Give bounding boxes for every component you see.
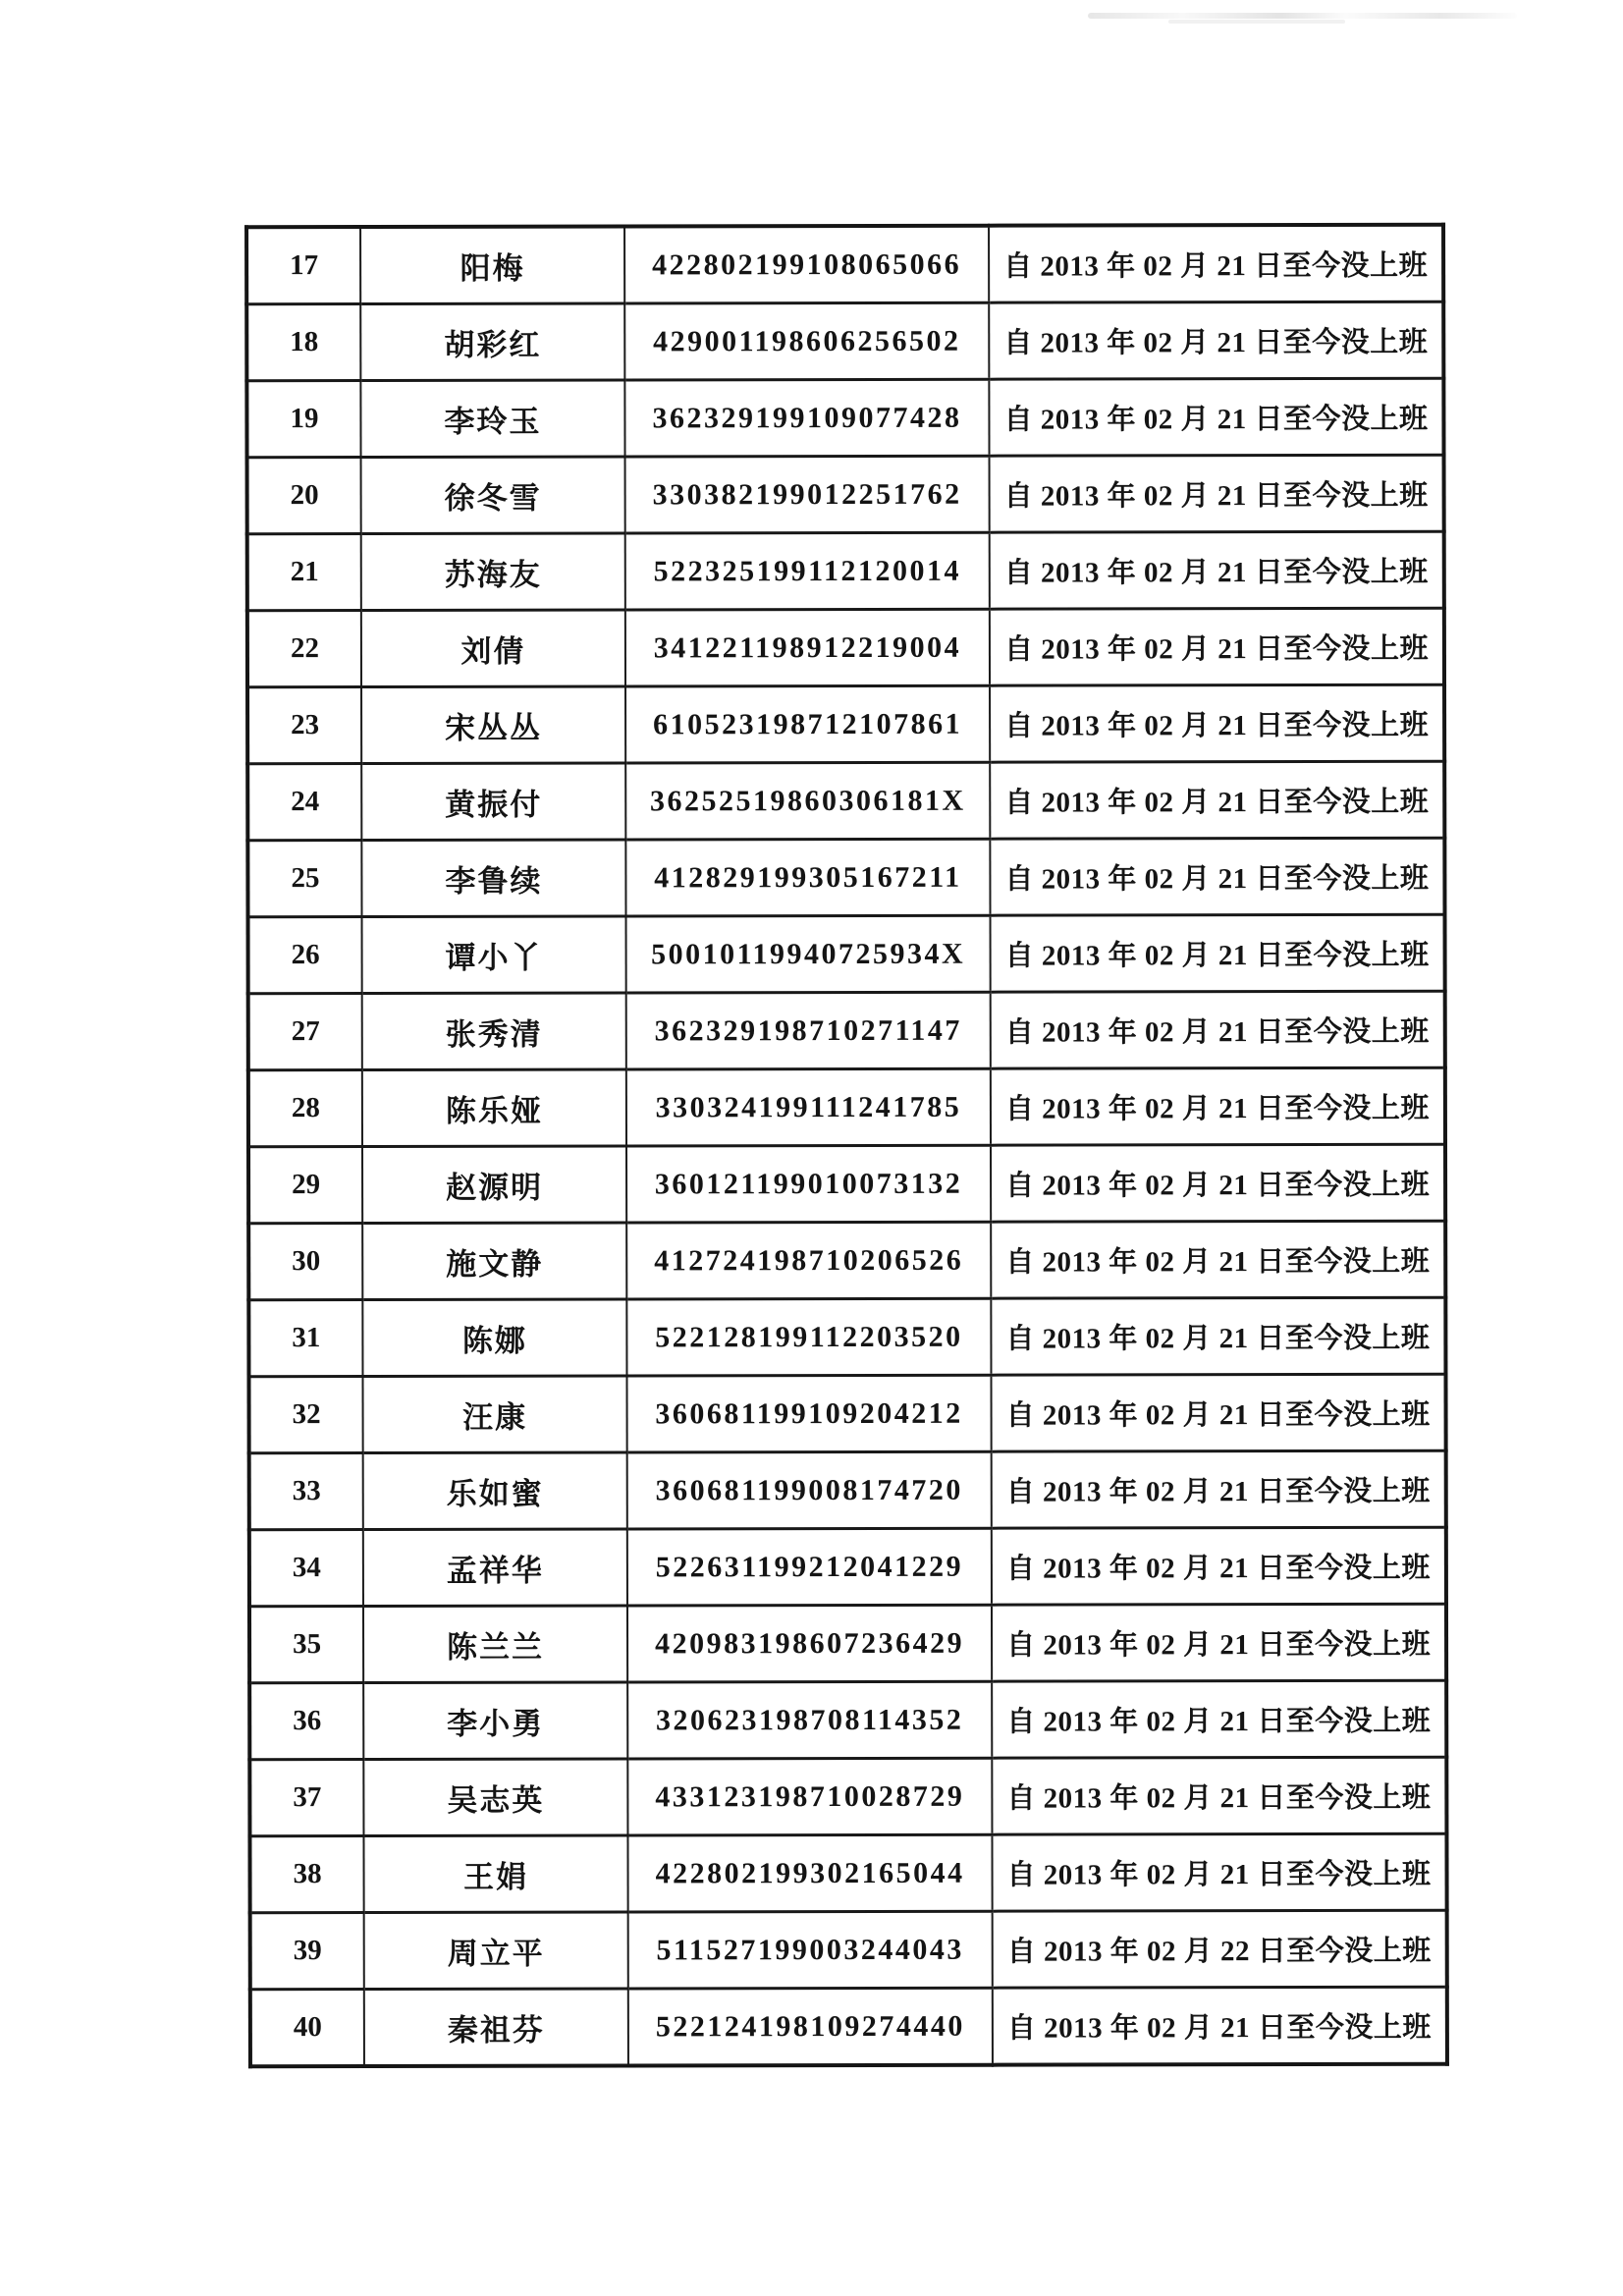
status-cell: 自 2013 年 02 月 21 日至今没上班 <box>992 1833 1446 1911</box>
status-cell: 自 2013 年 02 月 21 日至今没上班 <box>989 225 1443 302</box>
table-row <box>249 1527 1446 1607</box>
status-cell: 自 2013 年 02 月 21 日至今没上班 <box>991 1297 1445 1375</box>
name-cell: 谭小丫 <box>362 916 626 994</box>
status-cell: 自 2013 年 02 月 21 日至今没上班 <box>992 1680 1446 1758</box>
row-number-cell: 20 <box>247 458 361 534</box>
id-number-cell: 522631199212041229 <box>627 1528 992 1606</box>
table-row <box>248 991 1445 1070</box>
name-cell: 赵源明 <box>362 1146 626 1224</box>
name-cell: 秦祖芬 <box>364 1989 628 2066</box>
status-cell: 自 2013 年 02 月 21 日至今没上班 <box>992 1527 1446 1605</box>
id-number-cell: 341221198912219004 <box>625 609 990 686</box>
id-number-cell: 330324199111241785 <box>626 1068 991 1146</box>
id-number-cell: 420983198607236429 <box>627 1605 992 1682</box>
status-cell: 自 2013 年 02 月 21 日至今没上班 <box>990 608 1444 685</box>
name-cell: 吴志英 <box>363 1759 627 1836</box>
row-number-cell: 25 <box>247 841 361 917</box>
row-number-cell: 24 <box>247 764 361 841</box>
table-row <box>247 684 1444 764</box>
table-row <box>249 1450 1446 1530</box>
table-row <box>248 1374 1445 1453</box>
table-row <box>248 1221 1445 1300</box>
status-cell: 自 2013 年 02 月 21 日至今没上班 <box>990 531 1444 609</box>
id-number-cell: 522128199112203520 <box>626 1298 991 1376</box>
scan-artifact-streak-small <box>1168 20 1345 24</box>
table-row <box>249 1833 1446 1913</box>
table-row <box>246 378 1443 458</box>
name-cell: 宋丛丛 <box>361 686 625 764</box>
name-cell: 苏海友 <box>361 533 625 611</box>
id-number-cell: 360681199109204212 <box>626 1375 991 1452</box>
status-cell: 自 2013 年 02 月 21 日至今没上班 <box>989 378 1443 456</box>
id-number-cell: 429001198606256502 <box>624 302 989 380</box>
table-row <box>248 1144 1445 1224</box>
table-row <box>249 1680 1446 1760</box>
row-number-cell: 19 <box>246 381 360 458</box>
row-number-cell: 35 <box>249 1607 363 1683</box>
table-row <box>246 225 1443 304</box>
id-number-cell: 36252519860306181X <box>625 762 990 840</box>
row-number-cell: 40 <box>250 1990 364 2067</box>
name-cell: 汪康 <box>362 1376 626 1453</box>
status-cell: 自 2013 年 02 月 21 日至今没上班 <box>991 1067 1445 1145</box>
row-number-cell: 36 <box>249 1683 363 1760</box>
table-row <box>250 1987 1447 2066</box>
row-number-cell: 34 <box>249 1530 363 1607</box>
status-cell: 自 2013 年 02 月 21 日至今没上班 <box>990 455 1444 532</box>
row-number-cell: 28 <box>248 1070 362 1147</box>
table-row <box>247 455 1444 534</box>
id-number-cell: 412724198710206526 <box>626 1222 991 1299</box>
row-number-cell: 26 <box>248 917 362 994</box>
name-cell: 胡彩红 <box>360 303 624 381</box>
name-cell: 陈兰兰 <box>363 1606 627 1683</box>
row-number-cell: 21 <box>247 534 361 611</box>
status-cell: 自 2013 年 02 月 21 日至今没上班 <box>991 914 1445 992</box>
id-number-cell: 330382199012251762 <box>625 456 990 533</box>
table-row <box>247 608 1444 687</box>
table-row <box>247 761 1444 841</box>
name-cell: 阳梅 <box>360 226 624 303</box>
table-row <box>248 1297 1445 1377</box>
row-number-cell: 23 <box>247 687 361 764</box>
name-cell: 李玲玉 <box>360 380 624 458</box>
status-cell: 自 2013 年 02 月 21 日至今没上班 <box>990 684 1444 762</box>
id-number-cell: 511527199003244043 <box>628 1911 993 1989</box>
status-cell: 自 2013 年 02 月 21 日至今没上班 <box>992 1450 1446 1528</box>
status-cell: 自 2013 年 02 月 21 日至今没上班 <box>990 838 1444 915</box>
scan-artifact-streak <box>1088 13 1517 19</box>
name-cell: 陈娜 <box>362 1299 626 1377</box>
name-cell: 孟祥华 <box>363 1529 627 1607</box>
id-number-cell: 522124198109274440 <box>628 1988 993 2065</box>
id-number-cell: 433123198710028729 <box>627 1758 992 1835</box>
table-row <box>249 1604 1446 1683</box>
row-number-cell: 33 <box>249 1453 363 1530</box>
id-number-cell: 522325199112120014 <box>625 532 990 610</box>
name-cell: 施文静 <box>362 1223 626 1300</box>
table-body <box>246 225 1447 2067</box>
name-cell: 周立平 <box>364 1912 628 1990</box>
id-number-cell: 412829199305167211 <box>625 839 990 916</box>
row-number-cell: 29 <box>248 1147 362 1224</box>
table-row <box>250 1910 1447 1990</box>
id-number-cell: 320623198708114352 <box>627 1681 992 1759</box>
table-row <box>247 531 1444 611</box>
name-cell: 乐如蜜 <box>363 1452 627 1530</box>
status-cell: 自 2013 年 02 月 21 日至今没上班 <box>993 1987 1447 2064</box>
status-cell: 自 2013 年 02 月 21 日至今没上班 <box>992 1604 1446 1681</box>
row-number-cell: 22 <box>247 611 361 687</box>
table-row <box>248 914 1445 994</box>
row-number-cell: 37 <box>249 1760 363 1836</box>
id-number-cell: 360121199010073132 <box>626 1145 991 1223</box>
table-row <box>246 301 1443 381</box>
status-cell: 自 2013 年 02 月 21 日至今没上班 <box>991 1374 1445 1451</box>
table-row <box>249 1757 1446 1836</box>
name-cell: 王娟 <box>363 1835 627 1913</box>
name-cell: 徐冬雪 <box>361 457 625 534</box>
name-cell: 黄振付 <box>361 763 625 841</box>
status-cell: 自 2013 年 02 月 21 日至今没上班 <box>991 991 1445 1068</box>
table-row <box>247 838 1444 917</box>
name-cell: 陈乐娅 <box>362 1069 626 1147</box>
attendance-table <box>244 223 1449 2069</box>
row-number-cell: 38 <box>249 1836 363 1913</box>
row-number-cell: 31 <box>248 1300 362 1377</box>
row-number-cell: 17 <box>246 227 360 304</box>
status-cell: 自 2013 年 02 月 21 日至今没上班 <box>989 301 1443 379</box>
status-cell: 自 2013 年 02 月 21 日至今没上班 <box>990 761 1444 839</box>
id-number-cell: 610523198712107861 <box>625 685 990 763</box>
status-cell: 自 2013 年 02 月 22 日至今没上班 <box>993 1910 1447 1988</box>
id-number-cell: 362329199109077428 <box>624 379 989 457</box>
id-number-cell: 422802199108065066 <box>624 226 989 303</box>
name-cell: 李鲁续 <box>361 840 625 917</box>
name-cell: 刘倩 <box>361 610 625 687</box>
row-number-cell: 27 <box>248 994 362 1070</box>
table-row <box>248 1067 1445 1147</box>
row-number-cell: 30 <box>248 1224 362 1300</box>
id-number-cell: 422802199302165044 <box>627 1834 992 1912</box>
id-number-cell: 362329198710271147 <box>626 992 991 1069</box>
id-number-cell: 360681199008174720 <box>627 1451 992 1529</box>
status-cell: 自 2013 年 02 月 21 日至今没上班 <box>991 1221 1445 1298</box>
status-cell: 自 2013 年 02 月 21 日至今没上班 <box>992 1757 1446 1834</box>
row-number-cell: 32 <box>248 1377 362 1453</box>
id-number-cell: 50010119940725934X <box>626 915 991 993</box>
row-number-cell: 39 <box>250 1913 364 1990</box>
name-cell: 张秀清 <box>362 993 626 1070</box>
status-cell: 自 2013 年 02 月 21 日至今没上班 <box>991 1144 1445 1222</box>
name-cell: 李小勇 <box>363 1682 627 1760</box>
row-number-cell: 18 <box>246 304 360 381</box>
